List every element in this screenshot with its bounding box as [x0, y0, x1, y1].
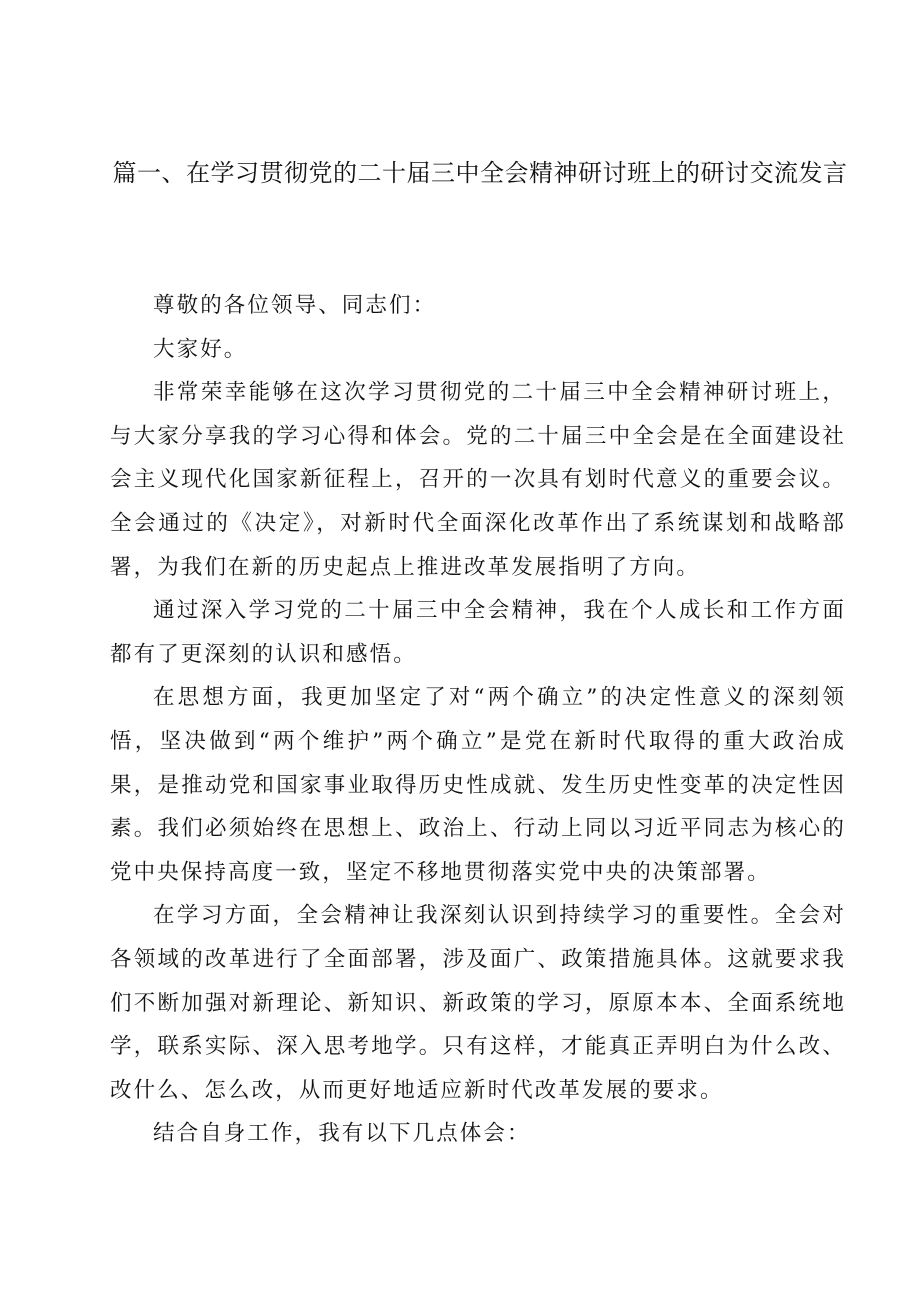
paragraph-experience-lead: 结合自身工作，我有以下几点体会：	[153, 1121, 531, 1147]
paragraph-study-summary: 通过深入学习党的二十届三中全会精神，我在个人成长和工作方面都有了更深刻的认识和感悟。	[110, 598, 846, 667]
paragraph-greeting: 大家好。	[153, 336, 248, 362]
document-body	[110, 284, 846, 1156]
document-title: 篇一、在学习贯彻党的二十届三中全会精神研讨班上的研讨交流发言	[112, 159, 848, 187]
paragraph-introduction: 非常荣幸能够在这次学习贯彻党的二十届三中全会精神研讨班上，与大家分享我的学习心得和体会。党的二十届三中全会是在全面建设社会主义现代化国家新征程上，召开的一次具有划时代意义的重要会议。全会通过的《决定》，对新时代全面深化改革作出了系统谋划和战略部署，为我们在新的历史起点上推进改革发展指明了方向。	[110, 380, 846, 580]
paragraph-salutation: 尊敬的各位领导、同志们：	[153, 293, 437, 318]
paragraph-learning-aspect: 在学习方面，全会精神让我深刻认识到持续学习的重要性。全会对各领域的改革进行了全面部署，涉及面广、政策措施具体。这就要求我们不断加强对新理论、新知识、新政策的学习，原原本本、全面系统地学，联系实际、深入思考地学。只有这样，才能真正弄明白为什么改、改什么、怎么改，从而更好地适应新时代改革发展的要求。	[110, 903, 846, 1103]
paragraph-thought-aspect: 在思想方面，我更加坚定了对“两个确立”的决定性意义的深刻领悟，坚决做到“两个维护”两个确立”是党在新时代取得的重大政治成果，是推动党和国家事业取得历史性成就、发生历史性变革的决定性因素。我们必须始终在思想上、政治上、行动上同以习近平同志为核心的党中央保持高度一致，坚定不移地贯彻落实党中央的决策部署。	[110, 685, 846, 885]
